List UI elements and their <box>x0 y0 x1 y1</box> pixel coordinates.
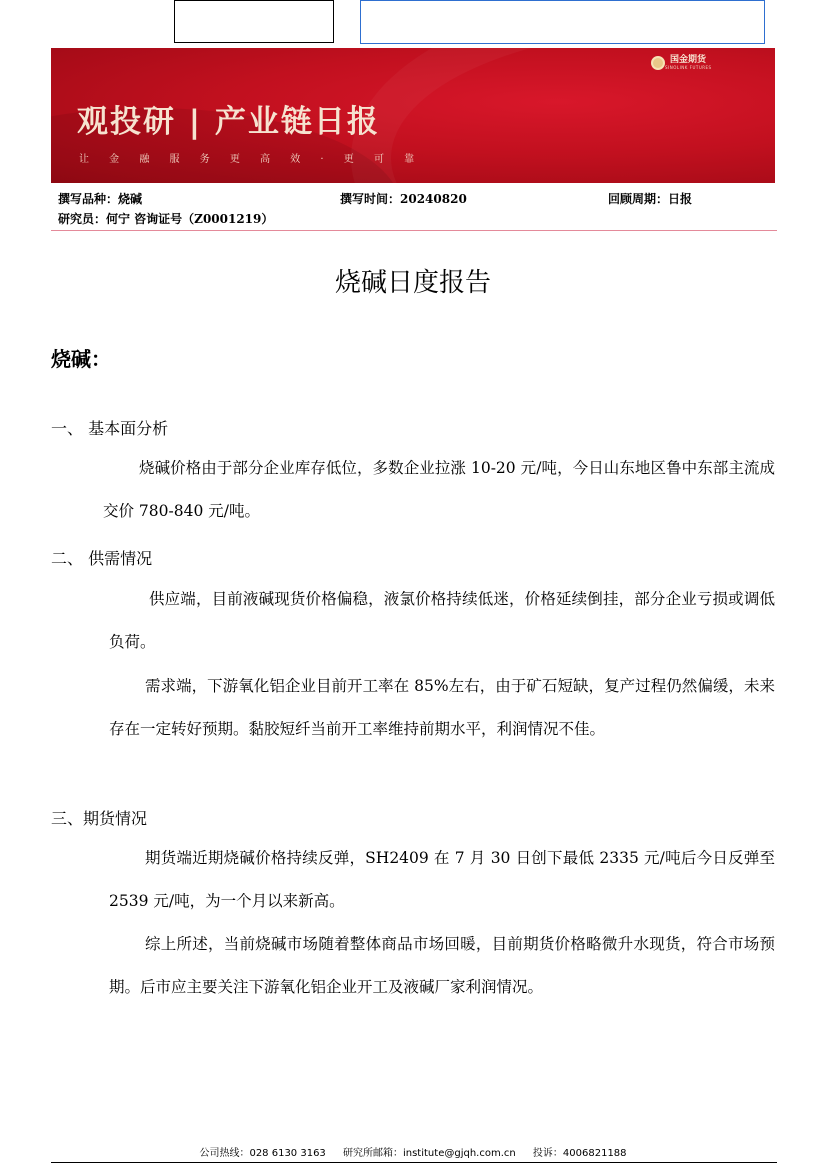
meta-period: 回顾周期：日报 <box>608 192 693 206</box>
banner-title: 观投研 | 产业链日报 <box>77 104 380 140</box>
section-title: 烧碱： <box>51 347 111 371</box>
footer-email: 研究所邮箱：institute@gjqh.com.cn <box>342 1148 516 1159</box>
meta-variety: 撰写品种：烧碱 <box>58 192 143 206</box>
paragraph-summary: 综上所述，当前烧碱市场随着整体商品市场回暖，目前期货价格略微升水现货，符合市场预期。后市应主要关注下游氧化铝企业开工及液碱厂家利润情况。 <box>109 935 775 996</box>
footer <box>0 1144 826 1159</box>
paragraph-fundamentals: 烧碱价格由于部分企业库存低位，多数企业拉涨 10-20 元/吨，今日山东地区鲁中东部主流成交价 780-840 元/吨。 <box>103 459 775 520</box>
heading-futures: 三、期货情况 <box>51 809 148 828</box>
report-banner <box>51 48 775 183</box>
logo-subtext: SINOLINK FUTURES <box>665 65 712 70</box>
header-field-left <box>174 0 334 43</box>
header-field-right <box>360 0 765 44</box>
meta-researcher: 研究员：何宁 咨询证号（Z0001219） <box>58 212 274 226</box>
company-logo <box>651 56 712 70</box>
footer-complaint: 投诉：4006821188 <box>532 1148 627 1159</box>
paragraph-futures: 期货端近期烧碱价格持续反弹，SH2409 在 7 月 30 日创下最低 2335 元/吨后今日反弹至 2539 元/吨，为一个月以来新高。 <box>109 849 775 910</box>
footer-hotline: 公司热线：028 6130 3163 <box>199 1148 326 1159</box>
divider <box>51 230 777 231</box>
logo-text: 国金期货 <box>670 55 707 65</box>
footer-divider <box>51 1162 777 1163</box>
document-title: 烧碱日度报告 <box>334 268 491 298</box>
meta-time: 撰写时间：20240820 <box>340 192 467 206</box>
heading-supply-demand: 二、 供需情况 <box>51 549 153 568</box>
banner-slogan: 让 金 融 服 务 更 高 效 · 更 可 靠 <box>79 154 423 165</box>
heading-fundamentals: 一、 基本面分析 <box>51 419 169 438</box>
paragraph-supply: 供应端，目前液碱现货价格偏稳，液氯价格持续低迷，价格延续倒挂，部分企业亏损或调低负荷。 <box>109 590 775 651</box>
paragraph-demand: 需求端，下游氧化铝企业目前开工率在 85%左右，由于矿石短缺，复产过程仍然偏缓，未来存在一定转好预期。黏胶短纤当前开工率维持前期水平，利润情况不佳。 <box>109 677 775 738</box>
logo-icon <box>651 56 665 70</box>
